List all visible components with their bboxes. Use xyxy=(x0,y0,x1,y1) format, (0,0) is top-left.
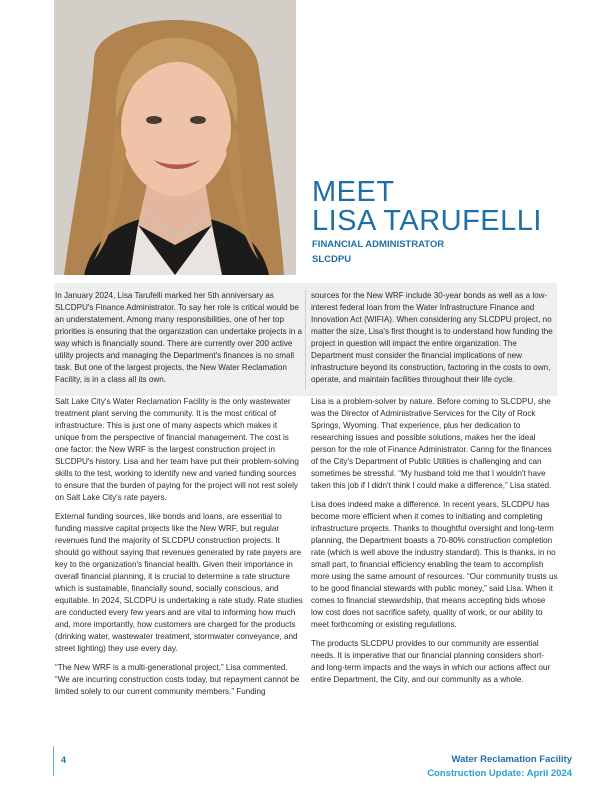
right-column xyxy=(311,290,559,693)
role-label: FINANCIAL ADMINISTRATOR xyxy=(312,239,445,250)
portrait-photo xyxy=(54,0,296,275)
footer-rule xyxy=(53,746,54,776)
title-block xyxy=(312,178,542,266)
portrait-illustration xyxy=(54,0,296,275)
body-paragraph: “The New WRF is a multi-generational project,” Lisa commented. “We are incurring construction costs today, but repayment cannot be limited solely to our current community members.” Funding xyxy=(55,663,300,696)
intro-paragraph: In January 2024, Lisa Tarufelli marked her 5th anniversary as SLCDPU's Finance Administrator. To say her role is critical would be an understatement. Among many responsibilities, one of her top priorities is ensuring that the organization can undertake projects in a way which is financially sound. There are currently over 200 active utility projects and managing the Department's finances is no small task. But one of the largest projects, the New Water Reclamation Facility, is in a class all its own. xyxy=(55,291,303,384)
body-paragraph: Salt Lake City's Water Reclamation Facility is the only wastewater treatment plant serving the community. It is the most critical of infrastructure. This is just one of many aspects which makes it unique from the perspective of financial management. The cost is one factor: the New WRF is the largest construction project in SLCDPU's history. Lisa and her team have put their problem-solving skills to the test, working to identify new and varied funding sources to ensure that the burden of paying for the project will not rest solely on Salt Lake City's rate payers. xyxy=(55,397,299,502)
footer-line-2: Construction Update: April 2024 xyxy=(427,768,572,779)
column-divider xyxy=(305,290,306,390)
body-paragraph: The products SLCDPU provides to our community are essential needs. It is imperative that our financial planning considers short- and long-term impacts and the ways in which our actions affect our entire Department, the City, and our community as a whole. xyxy=(311,639,551,684)
page-number: 4 xyxy=(61,755,67,765)
body-paragraph: Lisa is a problem-solver by nature. Before coming to SLCDPU, she was the Director of Administrative Services for the City of Rock Springs, Wyoming. That experience, plus her dedication to researching issues and possible solutions, makes her the ideal person for the role of Finance Administrator. Caring for the finances of the City's Department of Public Utilities is challenging and can sometimes be stressful. “My husband told me that I wouldn't have taken this job if I didn't think I could make a difference,” Lisa stated. xyxy=(311,397,552,490)
footer-title xyxy=(427,753,572,781)
body-paragraph: Lisa does indeed make a difference. In recent years, SLCDPU has become more efficient when it comes to initiating and completing infrastructure projects. Thanks to thoughtful oversight and long-term planning, the Department boasts a 70-80% construction completion rate (which is well above the industry standard). This is thanks, in no small part, to financial efficiency enabling the team to accomplish more using the same amount of resources. “Our community trusts us to be good financial stewards with public money,” said Lisa. When it comes to financial stewardship, that means accepting bids whose low cost does not sacrifice safety, quality of work, or our ability to meet forthcoming or existing regulations. xyxy=(311,500,558,629)
title-name: LISA TARUFELLI xyxy=(312,205,542,237)
left-column xyxy=(55,290,303,705)
footer-line-1: Water Reclamation Facility xyxy=(451,754,572,765)
org-label: SLCDPU xyxy=(312,254,352,265)
body-paragraph: External funding sources, like bonds and loans, are essential to funding massive capital projects like the New WRF, but regular revenues fund the majority of SLCDPU construction projects. It should go without saying that revenues generated by rate payers are key to the organization's financial health. Given their importance in overall financial planning, it is crucial to determine a rate structure which is sustainable, financially sound, socially conscious, and equitable. In 2024, SLCDPU is undertaking a rate study. Rate studies are conducted every few years and are vital to informing how much and, more importantly, how customers are charged for the products (drinking water, wastewater treatment, stormwater conveyance, and street lighting) they use every day. xyxy=(55,512,303,653)
intro-paragraph: sources for the New WRF include 30-year bonds as well as a low-interest federal loan from the Water Infrastructure Finance and Innovation Act (WIFIA). When considering any SLCDPU project, no matter the size, Lisa's first thought is to understand how funding the project in question will impact the entire organization. The Department must consider the financial implications of new infrastructure beyond its construction, factoring in the costs to own, operate, and maintain facilities throughout their life cycle. xyxy=(311,291,553,384)
title-meet: MEET xyxy=(312,176,395,208)
